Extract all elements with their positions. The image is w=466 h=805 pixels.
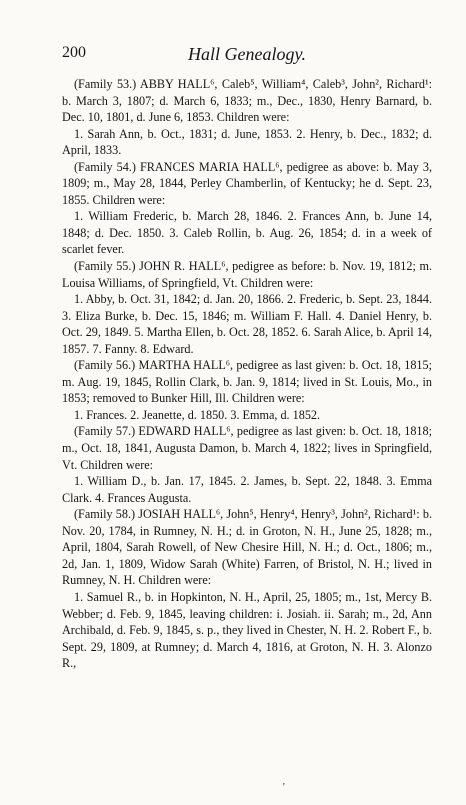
page-header <box>62 44 432 68</box>
children-list-55: 1. Abby, b. Oct. 31, 1842; d. Jan. 20, 1866. 2. Frederic, b. Sept. 23, 1844. 3. Eliza Burke, b. Dec. 15, 1846; m. William F. Hall. 4. Daniel Henry, b. Oct. 29, 1849. 5. Martha Ellen, b. Oct. 28, 1852. 6. Sarah Alice, b. April 14, 1857. 7. Fanny. 8. Edward. <box>62 292 432 356</box>
family-entry-53: (Family 53.) ABBY HALL⁶, Caleb⁵, William⁴, Caleb³, John², Richard¹: b. March 3, 1807; d. March 6, 1833; m., Dec., 1830, Henry Barnard, b. Dec. 10, 1801, d. June 6, 1853. Children were: <box>62 77 432 125</box>
children-list-56: 1. Frances. 2. Jeanette, d. 1850. 3. Emma, d. 1852. <box>74 407 321 422</box>
footer-mark: ' <box>283 782 285 793</box>
body-text <box>62 76 432 672</box>
children-list-57: 1. William D., b. Jan. 17, 1845. 2. James, b. Sept. 22, 1848. 3. Emma Clark. 4. Frances Augusta. <box>62 474 432 505</box>
family-entry-54: (Family 54.) FRANCES MARIA HALL⁶, pedigree as above: b. May 3, 1809; m., May 28, 1844, Perley Chamberlin, of Kentucky; he d. Sept. 23, 1855. Children were: <box>62 159 432 207</box>
family-entry-55: (Family 55.) JOHN R. HALL⁶, pedigree as before: b. Nov. 19, 1812; m. Louisa Williams, of Springfield, Vt. Children were: <box>62 259 432 290</box>
children-list-53: 1. Sarah Ann, b. Oct., 1831; d. June, 1853. 2. Henry, b. Dec., 1832; d. April, 1833. <box>62 126 432 158</box>
running-head: Hall Genealogy. <box>188 44 306 64</box>
family-entry-58: (Family 58.) JOSIAH HALL⁶, John⁵, Henry⁴, Henry³, John², Richard¹: b. Nov. 20, 1784, in Rumney, N. H.; d. in Groton, N. H., June 25, 1828; m., April, 1804, Sarah Rowell, of New Chesire Hill, N. H.; d. Oct., 1806; m., 2d, Jan. 1, 1809, Widow Sarah (White) Farren, of Bristol, N. H.; lived in Rumney, N. H. Children were: <box>62 507 432 588</box>
children-list-58: 1. Samuel R., b. in Hopkinton, N. H., April, 25, 1805; m., 1st, Mercy B. Webber; d. Feb. 9, 1845, leaving children: i. Josiah. ii. Sarah; m., 2d, Ann Archibald, d. Feb. 9, 1845, s. p., they lived in Chester, N. H. 2. Robert F., b. Sept. 29, 1809, at Rumney; d. March 4, 1816, at Groton, N. H. 3. Alonzo R., <box>62 589 432 671</box>
family-entry-57: (Family 57.) EDWARD HALL⁶, pedigree as last given: b. Oct. 18, 1818; m., Oct. 18, 1841, Augusta Damon, b. March 4, 1822; lives in Springfield, Vt. Children were: <box>62 424 432 472</box>
children-list-54: 1. William Frederic, b. March 28, 1846. 2. Frances Ann, b. June 14, 1848; d. Dec. 1850. 3. Caleb Rollin, b. Aug. 26, 1854; d. in a week of scarlet fever. <box>62 209 432 257</box>
family-entry-56: (Family 56.) MARTHA HALL⁶, pedigree as last given: b. Oct. 18, 1815; m. Aug. 19, 1845, Rollin Clark, b. Jan. 9, 1814; lived in St. Louis, Mo., in 1853; removed to Bunker Hill, Ill. Children were: <box>62 358 432 406</box>
page-number: 200 <box>62 44 86 61</box>
